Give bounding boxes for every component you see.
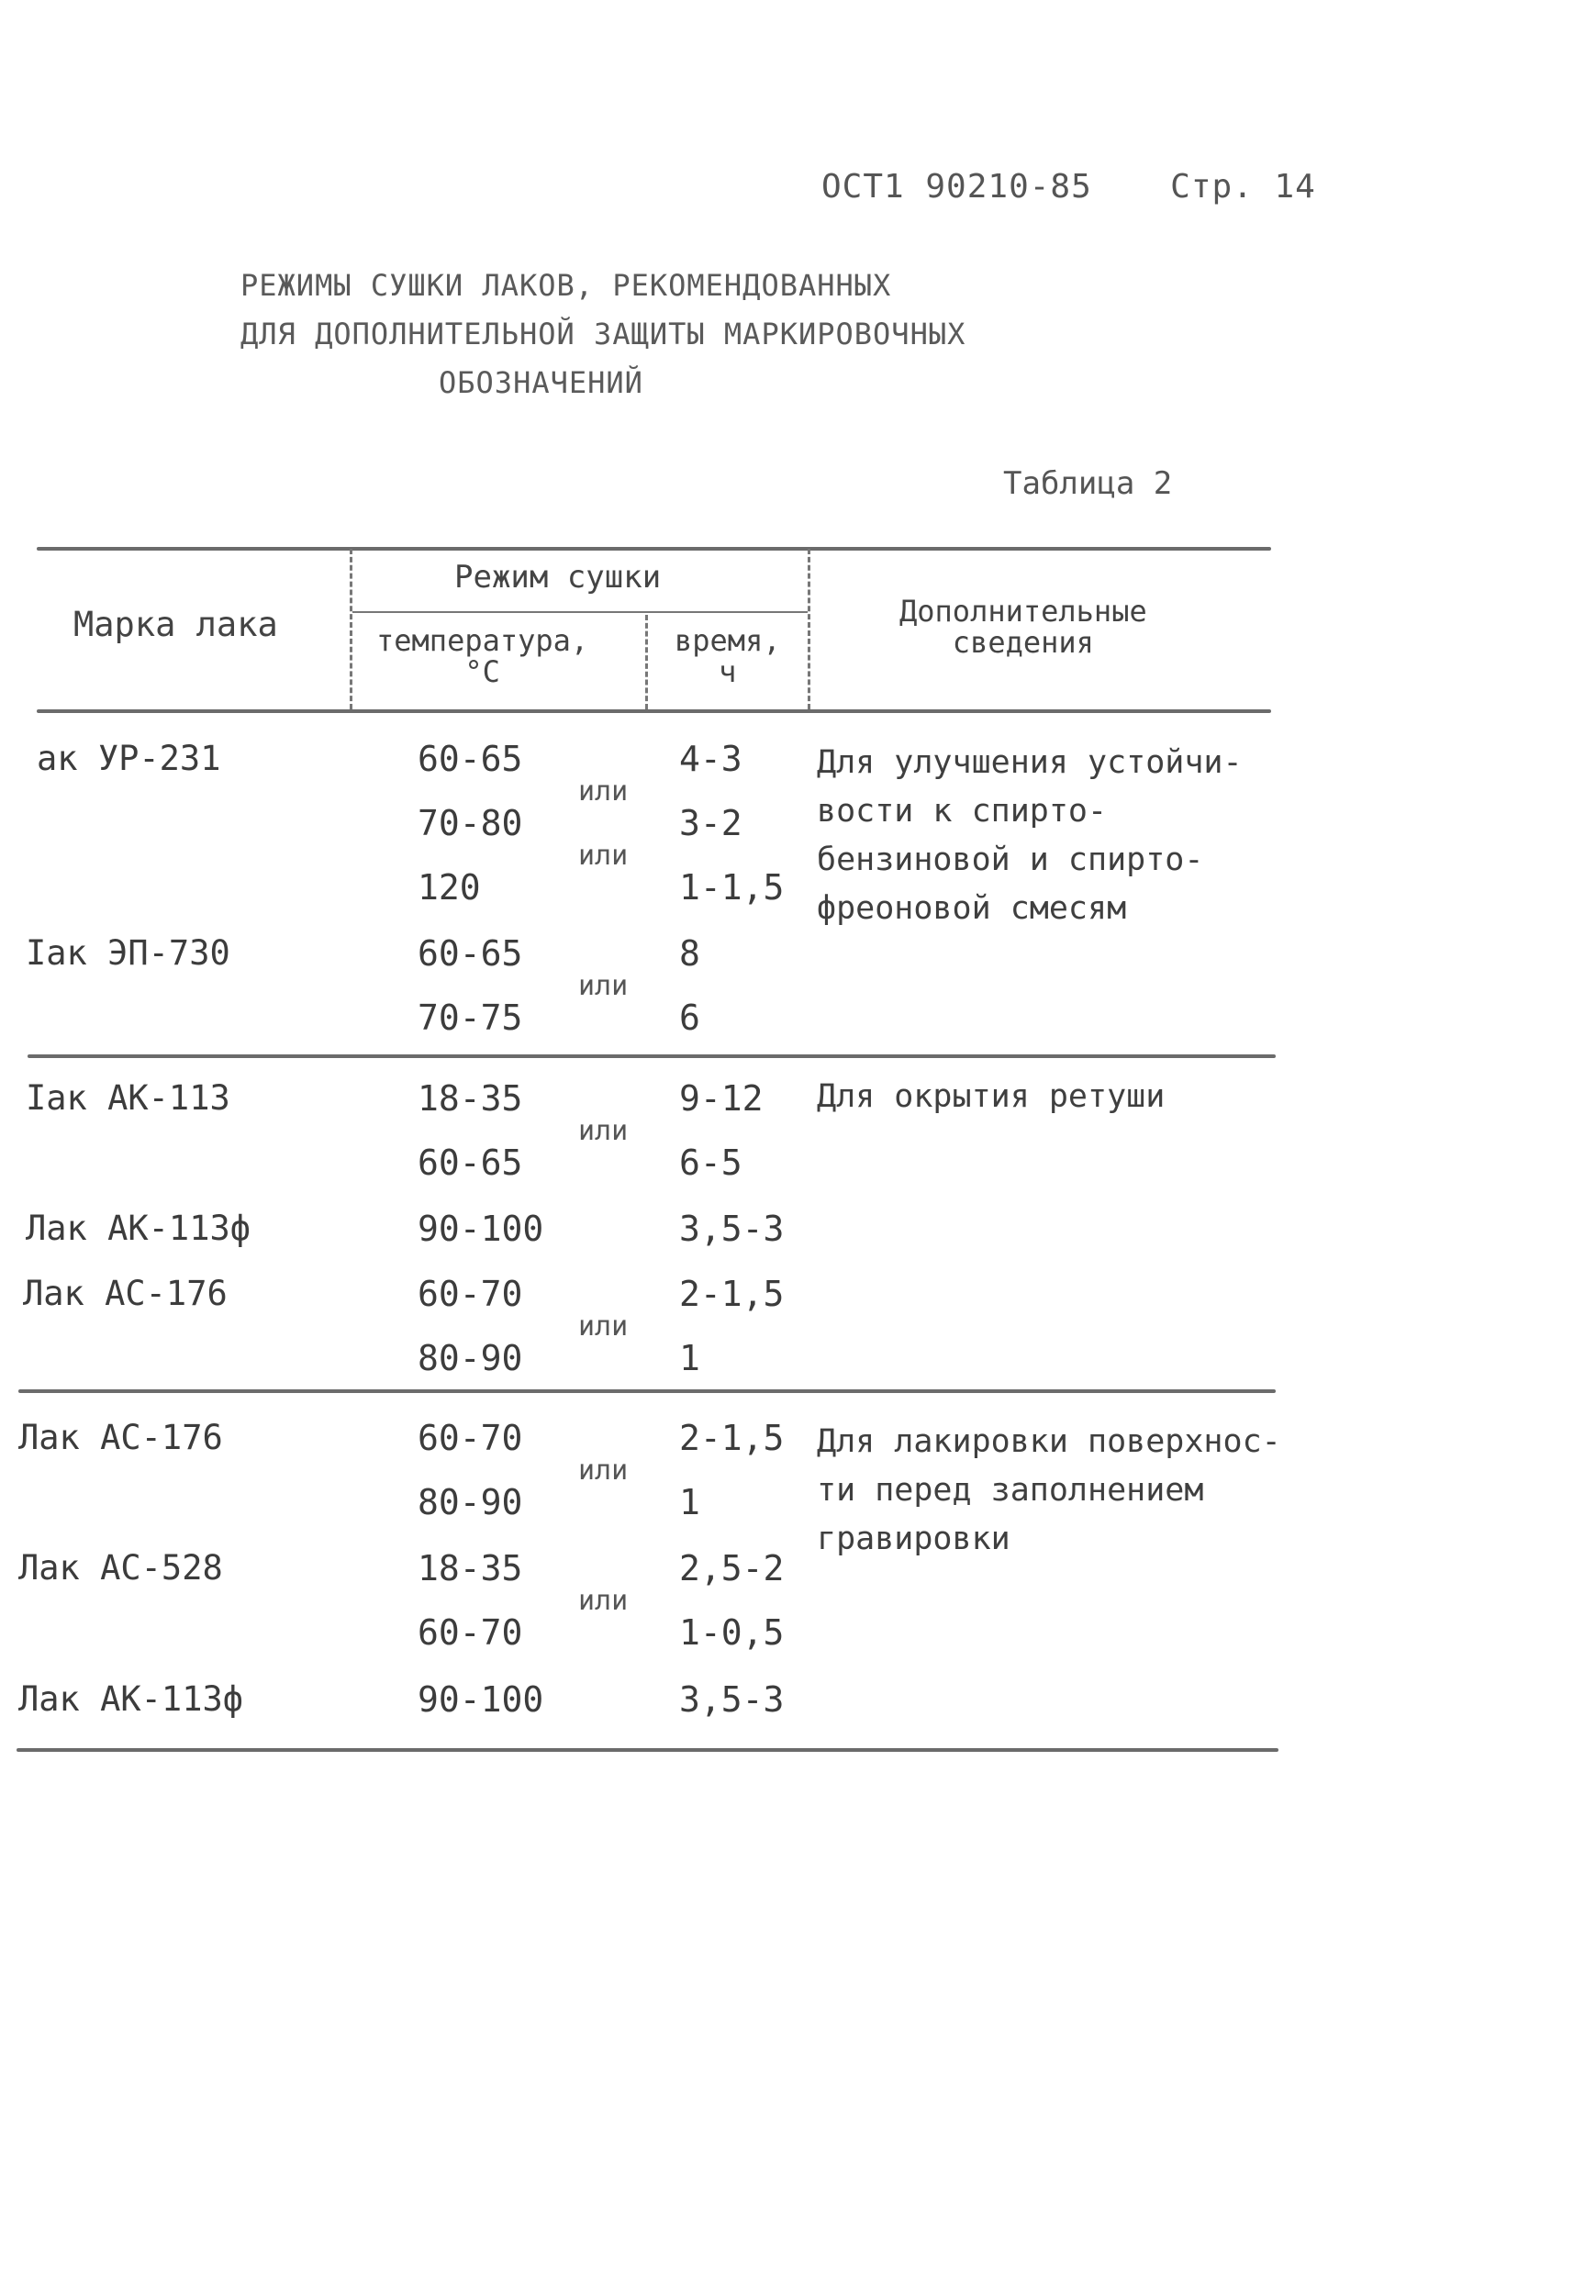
- header-notes: [899, 596, 1147, 658]
- row-temperature: 18-35: [418, 1078, 523, 1119]
- row-time: 9-12: [679, 1078, 764, 1119]
- note-line: ти перед заполнением: [817, 1472, 1204, 1509]
- row-temperature: 60-65: [418, 933, 523, 974]
- row-time: 3,5-3: [679, 1679, 785, 1720]
- row-temperature: 80-90: [418, 1482, 523, 1522]
- row-time: 6-5: [679, 1142, 742, 1183]
- note-line: Для улучшения устойчи-: [817, 744, 1243, 781]
- document-code: [821, 168, 1316, 206]
- column-divider-brand: [350, 549, 352, 709]
- row-temperature: 18-35: [418, 1548, 523, 1588]
- row-temperature: 80-90: [418, 1338, 523, 1378]
- or-label: или: [578, 970, 629, 1002]
- header-bottom-rule: [37, 709, 1271, 713]
- row-time: 6: [679, 998, 700, 1038]
- row-time: 1: [679, 1482, 700, 1522]
- header-drying-mode: Режим сушки: [454, 559, 662, 596]
- row-time: 8: [679, 933, 700, 974]
- row-temperature: 60-65: [418, 739, 523, 779]
- title-line-3: ОБОЗНАЧЕНИЙ: [439, 365, 643, 400]
- row-temperature: 60-70: [418, 1274, 523, 1314]
- row-time: 3,5-3: [679, 1209, 785, 1249]
- row-brand: Лак АС-528: [18, 1548, 223, 1588]
- row-brand: Лак АС-176: [23, 1274, 228, 1313]
- row-temperature: 60-70: [418, 1418, 523, 1458]
- note-line: бензиновой и спирто-: [817, 841, 1204, 878]
- column-divider-mode: [808, 549, 810, 709]
- notes-group-3: [817, 1418, 1281, 1564]
- header-brand: Марка лака: [73, 605, 278, 644]
- row-time: 1: [679, 1338, 700, 1378]
- group2-separator: [18, 1389, 1276, 1393]
- row-brand: Iак АК-113: [26, 1078, 230, 1118]
- row-time: 1-0,5: [679, 1612, 785, 1653]
- header-notes-line-2: сведения: [952, 624, 1094, 660]
- row-brand: Лак АК-113ф: [26, 1209, 251, 1248]
- header-time-label: время,: [675, 623, 781, 658]
- row-time: 2,5-2: [679, 1548, 785, 1588]
- notes-group-1: [817, 739, 1243, 933]
- note-line: Для лакировки поверхнос-: [817, 1423, 1281, 1460]
- row-temperature: 70-75: [418, 998, 523, 1038]
- notes-group-2: [817, 1078, 1165, 1115]
- page-number: Стр. 14: [1170, 168, 1316, 206]
- or-label: или: [578, 775, 629, 808]
- note-line: гравировки: [817, 1521, 1010, 1557]
- header-time-unit: ч: [719, 653, 737, 689]
- row-temperature: 60-70: [418, 1612, 523, 1653]
- row-time: 2-1,5: [679, 1274, 785, 1314]
- row-temperature: 90-100: [418, 1209, 544, 1249]
- header-notes-line-1: Дополнительные: [899, 594, 1147, 629]
- row-temperature: 60-65: [418, 1142, 523, 1183]
- header-temperature-unit: °С: [464, 653, 500, 689]
- or-label: или: [578, 1455, 629, 1487]
- table-bottom-rule: [17, 1748, 1278, 1752]
- row-time: 4-3: [679, 739, 742, 779]
- column-divider-temp-time: [645, 615, 648, 709]
- row-temperature: 70-80: [418, 803, 523, 843]
- title-line-1: РЕЖИМЫ СУШКИ ЛАКОВ, РЕКОМЕНДОВАННЫХ: [240, 268, 892, 303]
- row-brand: Лак АС-176: [18, 1418, 223, 1457]
- or-label: или: [578, 1115, 629, 1147]
- mode-subheader-rule: [352, 611, 808, 613]
- or-label: или: [578, 1310, 629, 1343]
- note-line: Для окрытия ретуши: [817, 1078, 1166, 1115]
- row-time: 3-2: [679, 803, 742, 843]
- row-temperature: 120: [418, 867, 481, 908]
- title-line-2: ДЛЯ ДОПОЛНИТЕЛЬНОЙ ЗАЩИТЫ МАРКИРОВОЧНЫХ: [240, 317, 966, 351]
- header-time: [675, 623, 781, 689]
- or-label: или: [578, 1585, 629, 1617]
- group1-separator: [28, 1054, 1276, 1058]
- row-time: 2-1,5: [679, 1418, 785, 1458]
- header-temperature: [376, 623, 589, 689]
- row-brand: ак УР-231: [37, 739, 221, 778]
- note-line: вости к спирто-: [817, 793, 1108, 830]
- table-top-rule: [37, 547, 1271, 551]
- table-label: Таблица 2: [1003, 465, 1173, 502]
- or-label: или: [578, 840, 629, 872]
- row-brand: Лак АК-113ф: [18, 1679, 244, 1719]
- note-line: фреоновой смесям: [817, 890, 1127, 927]
- document-code-text: ОСТ1 90210-85: [821, 168, 1092, 206]
- row-time: 1-1,5: [679, 867, 785, 908]
- row-brand: Iак ЭП-730: [26, 933, 230, 973]
- header-temperature-label: температура,: [376, 623, 589, 658]
- row-temperature: 90-100: [418, 1679, 544, 1720]
